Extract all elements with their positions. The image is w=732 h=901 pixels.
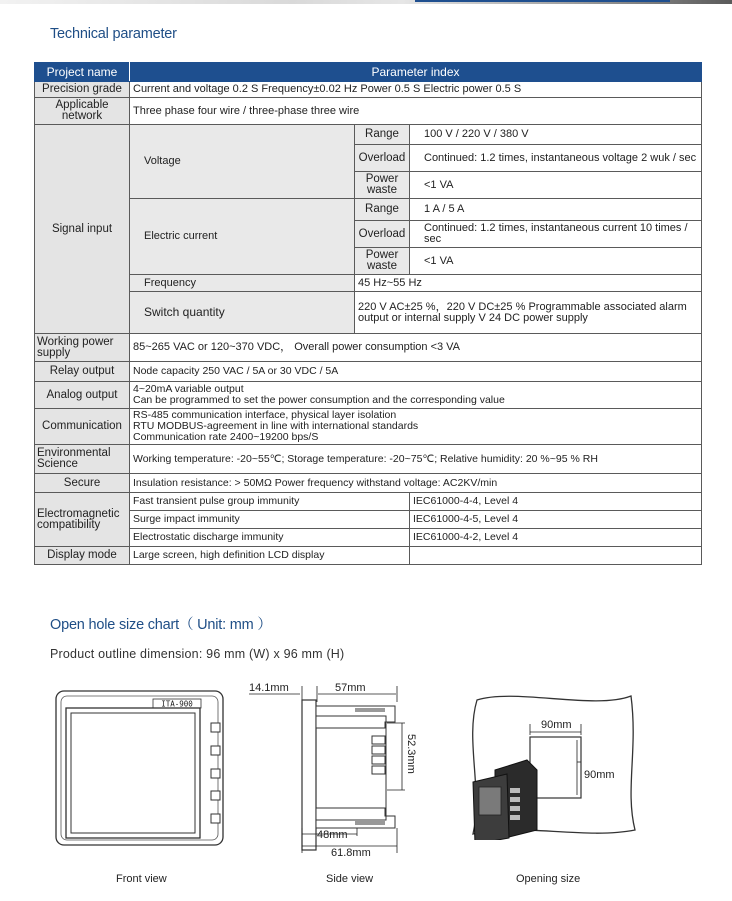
comm-value [130,409,702,445]
screen [71,713,195,833]
current-overload-label: Overload [355,221,410,248]
terminal-2 [372,746,385,754]
table-row [35,445,702,474]
current-overload: Continued: 1.2 times, instantaneous current 10 times / sec [410,221,702,248]
dim-14: 14.1mm [249,682,289,694]
current-power-label: Power waste [355,248,410,275]
table-row [35,334,702,362]
precision-label: Precision grade [35,82,130,98]
relay-label: Relay output [35,362,130,382]
current-range-label: Range [355,199,410,221]
workpower-value: 85~265 VAC or 120~370 VDC， Overall power consumption <3 VA [130,334,702,362]
emc-std: IEC61000-4-2, Level 4 [410,529,702,547]
terminal-4 [372,766,385,774]
emc-std: IEC61000-4-5, Level 4 [410,511,702,529]
voltage-overload: Continued: 1.2 times, instantaneous voltage 2 wuk / sec [410,145,702,172]
dim-61: 61.8mm [331,847,371,859]
emc-std: IEC61000-4-4, Level 4 [410,493,702,511]
side-caption: Side view [326,873,374,885]
head-project: Project name [35,63,130,82]
table-row [35,199,702,221]
voltage-power-label: Power waste [355,172,410,199]
cutout [530,737,581,798]
analog-label: Analog output [35,382,130,409]
opening-figure [455,690,640,840]
dim-57: 57mm [335,682,366,694]
side-view-figure [245,678,430,863]
switch-value: 220 V AC±25 %，220 V DC±25 % Programmable associated alarm output or internal supply V 24 DC power supply [355,292,702,334]
front-key-1 [211,723,220,732]
table-row [35,82,702,98]
front-key-4 [211,791,220,800]
comm-value-line: RTU MODBUS-agreement in line with international standards [133,420,419,432]
frequency-value: 45 Hz~55 Hz [355,275,702,292]
emc-test: Electrostatic discharge immunity [130,529,410,547]
env-value: Working temperature: -20~55℃; Storage temperature: -20~75℃; Relative humidity: 20 %~95 % RH [130,445,702,474]
dim-90a: 90mm [541,719,572,731]
table-row [35,529,702,547]
relay-value: Node capacity 250 VAC / 5A or 30 VDC / 5A [130,362,702,382]
device-screen [479,787,501,815]
secure-value: Insulation resistance: > 50MΩ Power frequency withstand voltage: AC2KV/min [130,474,702,493]
model-label: ITA-900 [161,699,193,709]
switch-label: Switch quantity [130,292,355,334]
emc-test: Surge impact immunity [130,511,410,529]
table-row [35,382,702,409]
network-label: Applicable network [35,98,130,125]
tech-table [34,62,702,565]
network-value: Three phase four wire / three-phase three wire [130,98,702,125]
table-row [35,292,702,334]
voltage-range: 100 V / 220 V / 380 V [410,125,702,145]
analog-value-line: 4~20mA variable output [133,383,244,395]
table-row [35,409,702,445]
analog-value-line: Can be programmed to set the power consumption and the corresponding value [133,394,505,406]
voltage-label: Voltage [130,125,355,199]
device-key [510,806,520,811]
comm-value-line: RS-485 communication interface, physical layer isolation [133,409,397,421]
voltage-overload-label: Overload [355,145,410,172]
table-header-row [35,63,702,82]
current-range: 1 A / 5 A [410,199,702,221]
display-empty-cell [410,547,702,565]
voltage-power: <1 VA [410,172,702,199]
tech-title: Technical parameter [50,26,177,42]
comm-label: Communication [35,409,130,445]
table-row [35,547,702,565]
precision-value: Current and voltage 0.2 S Frequency±0.02 Hz Power 0.5 S Electric power 0.5 S [130,82,702,98]
current-label: Electric current [130,199,355,275]
table-row [35,362,702,382]
terminal-1 [372,736,385,744]
display-label: Display mode [35,547,130,565]
table-row [35,474,702,493]
dim-90b: 90mm [584,769,615,781]
env-label: Environmental Science [35,445,130,474]
front-caption: Front view [116,873,167,885]
front-key-2 [211,746,220,755]
dim-52: 52.3mm [405,734,417,774]
front-view-figure [55,690,230,850]
analog-value [130,382,702,409]
display-value: Large screen, high definition LCD display [130,547,410,565]
opening-caption: Opening size [516,873,581,885]
voltage-range-label: Range [355,125,410,145]
emc-label: Electromagnetic compatibility [35,493,130,547]
device-key [510,797,520,802]
outline-text: Product outline dimension: 96 mm (W) x 96 mm (H) [50,647,345,661]
current-power: <1 VA [410,248,702,275]
terminal-3 [372,756,385,764]
table-row [35,511,702,529]
device-key [510,788,520,793]
table-row [35,125,702,145]
top-accent-rule [415,0,670,2]
side-bezel [302,700,316,850]
frequency-label: Frequency [130,275,355,292]
table-row [35,493,702,511]
side-rail-bottom [355,821,385,825]
table-row [35,275,702,292]
dim-48: 48mm [317,829,348,841]
hole-title: Open hole size chart（ Unit: mm ） [50,617,272,633]
workpower-label: Working power supply [35,334,130,362]
front-key-5 [211,814,220,823]
comm-value-line: Communication rate 2400~19200 bps/S [133,431,319,443]
device-key [510,815,520,820]
side-rail-top [355,708,385,712]
secure-label: Secure [35,474,130,493]
emc-test: Fast transient pulse group immunity [130,493,410,511]
head-index: Parameter index [130,63,702,82]
signal-label: Signal input [35,125,130,334]
table-row [35,98,702,125]
front-key-3 [211,769,220,778]
